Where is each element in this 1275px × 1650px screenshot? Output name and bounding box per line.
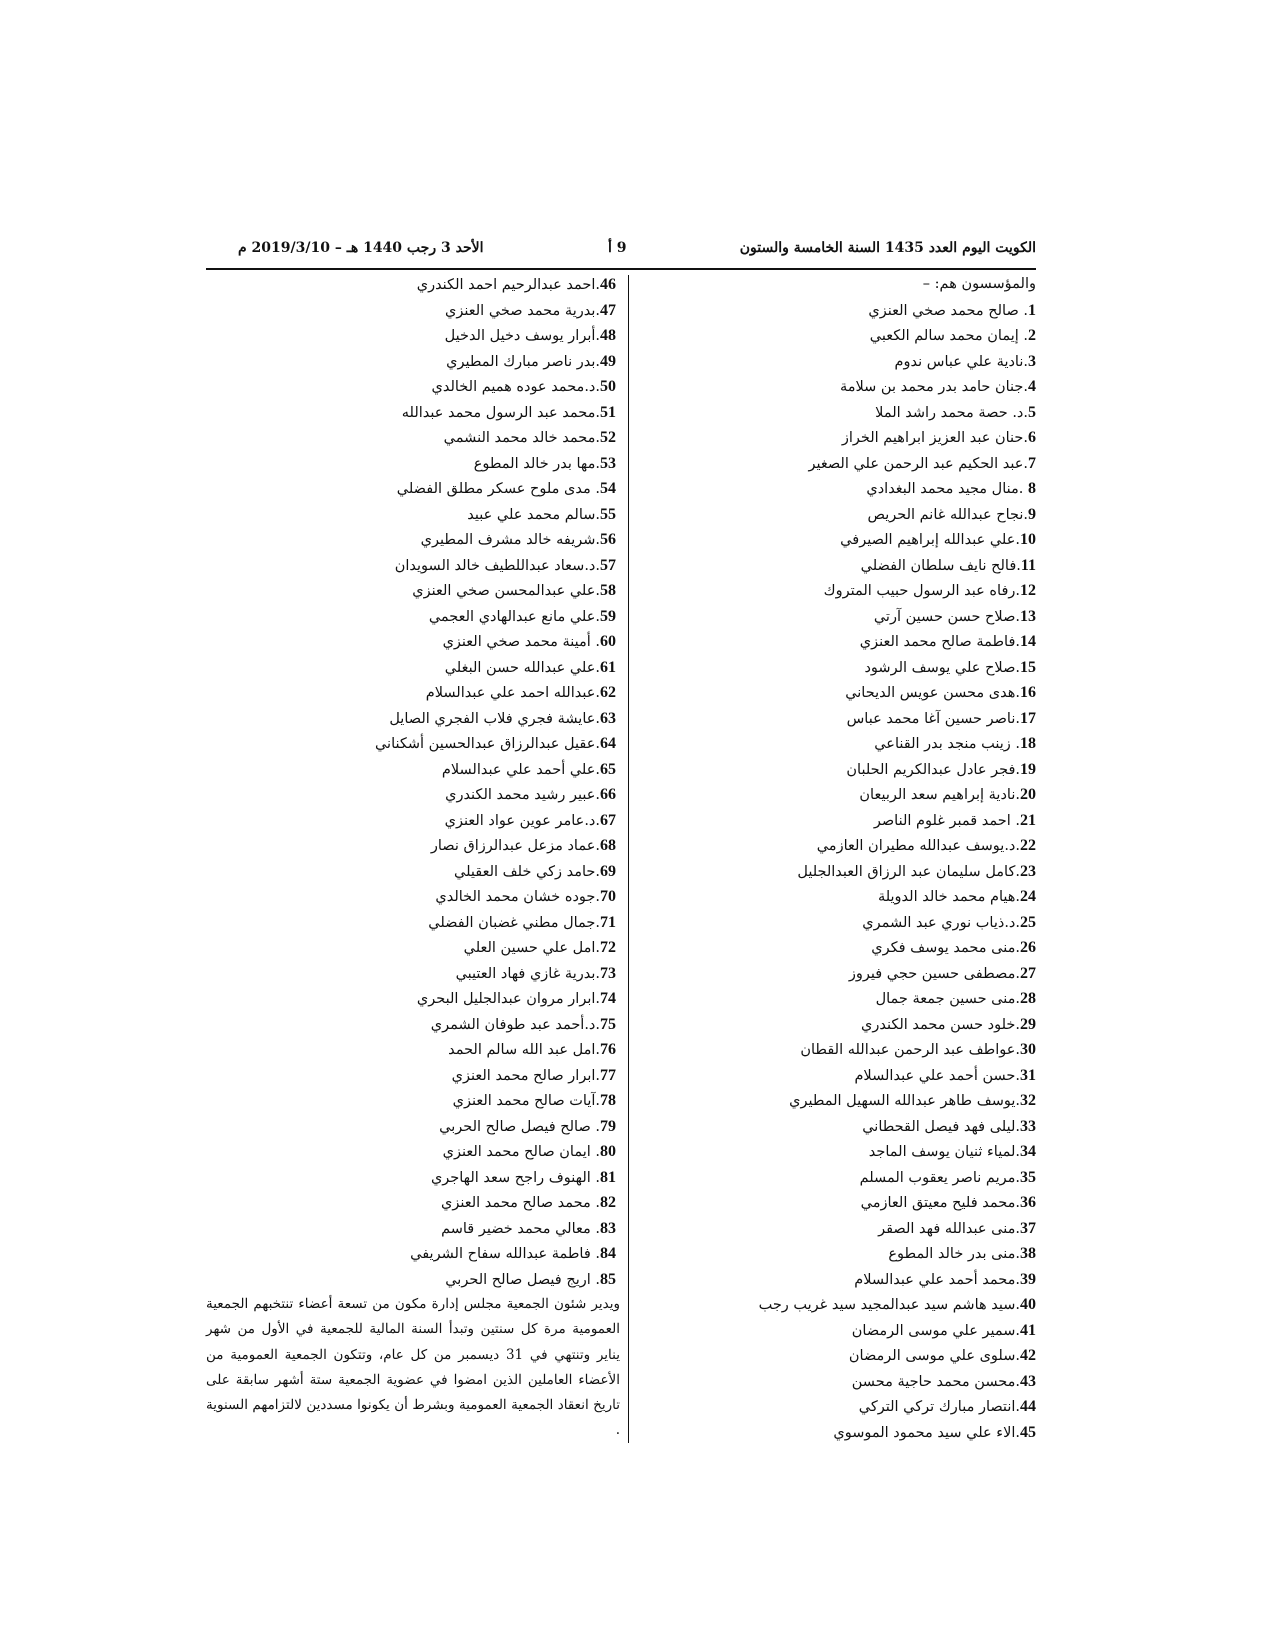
- founder-name: .مها بدر خالد المطوع: [473, 455, 600, 472]
- founder-number: 36: [1020, 1194, 1036, 1211]
- founder-name: .لمياء ثنيان يوسف الماجد: [868, 1144, 1020, 1160]
- founder-item: [206, 1139, 616, 1165]
- founder-item: [206, 731, 616, 757]
- founder-name: .نادية علي عباس ندوم: [894, 353, 1028, 370]
- founder-name: .صلاح علي يوسف الرشود: [864, 659, 1020, 676]
- founder-item: [640, 1063, 1036, 1089]
- founder-number: 31: [1020, 1066, 1036, 1084]
- founder-number: 69: [600, 862, 616, 880]
- founder-item: [206, 1165, 616, 1191]
- founder-number: 66: [600, 786, 616, 803]
- founder-number: 59: [600, 607, 616, 625]
- founder-name: .مصطفى حسين حجي فيروز: [848, 965, 1020, 982]
- founder-item: [206, 1114, 616, 1140]
- founder-number: 41: [1020, 1321, 1036, 1339]
- founder-item: [640, 1318, 1036, 1344]
- founder-number: 67: [600, 811, 616, 829]
- founder-item: [640, 1369, 1036, 1395]
- founder-number: 76: [600, 1041, 616, 1058]
- founder-item: [206, 910, 616, 936]
- founder-name: .د.محمد عوده هميم الخالدي: [431, 379, 600, 395]
- founder-number: 50: [600, 378, 616, 395]
- founder-item: [206, 757, 616, 783]
- founder-name: . فاطمة عبدالله سفاح الشريفي: [410, 1246, 600, 1262]
- founder-number: 71: [600, 913, 616, 931]
- founder-number: 21: [1020, 811, 1036, 829]
- founder-number: 37: [1020, 1219, 1036, 1237]
- founder-name: .محمد خالد محمد النشمي: [443, 430, 600, 446]
- founder-name: .محمد أحمد علي عبدالسلام: [854, 1271, 1020, 1288]
- founder-number: 63: [600, 709, 616, 727]
- founder-number: 57: [600, 556, 616, 574]
- founder-number: 11: [1020, 556, 1036, 574]
- founder-name: .بدرية غازي فهاد العتيبي: [455, 965, 600, 982]
- founder-item: [640, 1241, 1036, 1267]
- founder-name: . مدى ملوح عسكر مطلق الفضلي: [396, 481, 600, 497]
- founder-name: .منى محمد يوسف فكري: [871, 940, 1020, 956]
- founder-name: .شريفه خالد مشرف المطيري: [420, 532, 600, 548]
- founder-number: 54: [600, 480, 616, 497]
- founder-name: .جمال مطني غضبان الفضلي: [428, 914, 600, 931]
- founder-name: .د.سعاد عبداللطيف خالد السويدان: [394, 557, 600, 574]
- founder-item: [640, 1037, 1036, 1063]
- founder-name: .أبرار يوسف دخيل الدخيل: [444, 328, 600, 344]
- founder-name: .سالم محمد علي عبيد: [467, 506, 600, 523]
- founder-name: .علي مانع عبدالهادي العجمي: [428, 608, 600, 625]
- founder-name: .ابرار صالح محمد العنزي: [451, 1067, 600, 1084]
- founder-item: [206, 451, 616, 477]
- founder-item: [640, 1190, 1036, 1216]
- founder-item: [640, 808, 1036, 834]
- founder-item: [640, 629, 1036, 655]
- founder-name: .بدر ناصر مبارك المطيري: [446, 353, 600, 370]
- founder-number: 2: [1028, 327, 1036, 344]
- founder-number: 53: [600, 454, 616, 472]
- founder-number: 15: [1020, 658, 1036, 676]
- founder-item: [206, 323, 616, 349]
- founder-item: [206, 808, 616, 834]
- founder-item: [640, 451, 1036, 477]
- founder-number: 28: [1020, 990, 1036, 1007]
- founder-name: .جوده خشان محمد الخالدي: [435, 889, 600, 905]
- founder-name: .د.أحمد عبد طوفان الشمري: [430, 1016, 600, 1033]
- founder-item: [640, 298, 1036, 324]
- founder-name: . ايمان صالح محمد العنزي: [442, 1144, 600, 1160]
- founder-item: [640, 527, 1036, 553]
- founder-name: .سلوى علي موسى الرمضان: [848, 1348, 1020, 1364]
- founder-number: 38: [1020, 1245, 1036, 1262]
- header-page-number: 9 أ: [608, 240, 627, 256]
- founder-name: .عبد الحكيم عبد الرحمن علي الصغير: [808, 455, 1028, 472]
- founder-item: [640, 553, 1036, 579]
- founder-name: .منى حسين جمعة جمال: [875, 991, 1020, 1007]
- founder-name: .عايشة فجري فلاب الفجري الصايل: [389, 710, 600, 727]
- founder-number: 46: [600, 276, 616, 293]
- founder-number: 26: [1020, 939, 1036, 956]
- founder-item: [640, 476, 1036, 502]
- founder-number: 24: [1020, 888, 1036, 905]
- founder-item: [640, 1292, 1036, 1318]
- founder-item: [206, 1088, 616, 1114]
- founder-item: [640, 578, 1036, 604]
- founder-item: [640, 374, 1036, 400]
- founders-intro: والمؤسسون هم: –: [922, 276, 1036, 292]
- founder-item: [640, 706, 1036, 732]
- founder-name: .د.يوسف عبدالله مطيران العازمي: [816, 838, 1020, 854]
- founder-name: . صالح فيصل صالح الحربي: [439, 1118, 600, 1135]
- founder-number: 29: [1020, 1015, 1036, 1033]
- founder-number: 51: [600, 403, 616, 421]
- founder-name: .الاء علي سيد محمود الموسوي: [833, 1424, 1020, 1441]
- header-date: الأحد 3 رجب 1440 هـ – 2019/3/10 م: [238, 240, 484, 256]
- founder-name: .انتصار مبارك تركي التركي: [858, 1399, 1020, 1415]
- founder-number: 56: [600, 531, 616, 548]
- founder-number: 30: [1020, 1041, 1036, 1058]
- founder-name: . الهنوف راجح سعد الهاجري: [430, 1169, 600, 1186]
- board-paragraph: ويدير شئون الجمعية مجلس إدارة مكون من تسعة أعضاء تنتخبهم الجمعية العمومية مرة كل سنتين وتبدأ السنة المالية للجمعية في الأول من شهر يناير وتنتهي في 31 ديسمبر من كل عام، وتتكون الجمعية العمومية من الأعضاء العاملين الذين امضوا في عضوية الجمعية ستة أشهر سابقة على تاريخ انعقاد الجمعية العمومية وبشرط أن يكونوا مسددين لالتزامهم السنوية .: [206, 1296, 620, 1439]
- founder-name: .احمد عبدالرحيم احمد الكندري: [416, 277, 600, 293]
- founder-item: [206, 553, 616, 579]
- founder-number: 77: [600, 1066, 616, 1084]
- founder-name: .فالح نايف سلطان الفضلي: [860, 557, 1021, 574]
- founder-number: 34: [1020, 1143, 1036, 1160]
- founder-name: .منال مجيد محمد البغدادي: [866, 481, 1028, 497]
- founder-name: .حسن أحمد علي عبدالسلام: [854, 1067, 1020, 1084]
- founder-number: 19: [1020, 760, 1036, 778]
- founder-item: [640, 1012, 1036, 1038]
- founder-number: 62: [600, 684, 616, 701]
- founder-item: [206, 680, 616, 706]
- founder-name: .نادية إبراهيم سعد الربيعان: [859, 787, 1020, 803]
- founder-item: [640, 884, 1036, 910]
- founder-item: [206, 476, 616, 502]
- founder-item: [640, 1216, 1036, 1242]
- founder-item: [206, 1012, 616, 1038]
- founder-number: 23: [1020, 862, 1036, 880]
- founder-item: [206, 298, 616, 324]
- founder-name: . أمينة محمد صخي العنزي: [442, 634, 600, 650]
- founder-name: . اريج فيصل صالح الحربي: [445, 1271, 600, 1288]
- founder-name: .ابرار مروان عبدالجليل البحري: [416, 991, 600, 1007]
- founder-number: 9: [1028, 505, 1036, 523]
- founder-item: [206, 655, 616, 681]
- founder-item: [640, 961, 1036, 987]
- founder-item: [206, 884, 616, 910]
- founder-item: [640, 935, 1036, 961]
- founder-item: [640, 833, 1036, 859]
- founder-name: .منى عبدالله فهد الصقر: [878, 1220, 1020, 1237]
- founder-number: 25: [1020, 913, 1036, 931]
- founder-name: .عواطف عبد الرحمن عبدالله القطان: [800, 1042, 1020, 1058]
- founder-item: [206, 1037, 616, 1063]
- founder-name: . إيمان محمد سالم الكعبي: [869, 328, 1028, 344]
- founder-number: 42: [1020, 1347, 1036, 1364]
- founder-number: 3: [1028, 352, 1036, 370]
- founder-name: .ليلى فهد فيصل القحطاني: [862, 1118, 1020, 1135]
- founder-name: .د. حصة محمد راشد الملا: [875, 404, 1028, 421]
- founder-name: .سمير علي موسى الرمضان: [851, 1322, 1020, 1339]
- founder-name: .ناصر حسين آغا محمد عباس: [846, 710, 1020, 727]
- founder-number: 17: [1020, 709, 1036, 727]
- founder-name: .سيد هاشم سيد عبدالمجيد سيد غريب رجب: [758, 1297, 1020, 1313]
- founder-name: .كامل سليمان عبد الرزاق العبدالجليل: [797, 863, 1020, 880]
- founder-number: 85: [600, 1270, 616, 1288]
- founder-item: [640, 986, 1036, 1012]
- founder-item: [206, 961, 616, 987]
- founder-number: 1: [1028, 301, 1036, 319]
- founder-item: [206, 1190, 616, 1216]
- founder-number: 33: [1020, 1117, 1036, 1135]
- founder-number: 73: [600, 964, 616, 982]
- founder-number: 16: [1020, 684, 1036, 701]
- founder-item: [640, 604, 1036, 630]
- founder-name: .هيام محمد خالد الدويلة: [877, 889, 1020, 905]
- founder-name: .رفاه عبد الرسول حبيب المتروك: [823, 583, 1020, 599]
- founder-name: .حنان عبد العزيز ابراهيم الخراز: [841, 430, 1028, 446]
- founder-number: 20: [1020, 786, 1036, 803]
- founder-name: .صلاح حسن حسين آرتي: [873, 608, 1020, 625]
- founder-name: .بدرية محمد صخي العنزي: [445, 302, 600, 319]
- founder-number: 70: [600, 888, 616, 905]
- founder-item: [206, 1063, 616, 1089]
- founder-item: [640, 425, 1036, 451]
- founder-name: .جنان حامد بدر محمد بن سلامة: [839, 379, 1028, 395]
- founder-number: 60: [600, 633, 616, 650]
- founder-item: [206, 272, 616, 298]
- founder-name: .د.ذياب نوري عبد الشمري: [862, 914, 1020, 931]
- founder-item: [640, 400, 1036, 426]
- founder-number: 5: [1028, 403, 1036, 421]
- founder-name: .هدى محسن عويس الديحاني: [845, 685, 1020, 701]
- founder-item: [206, 374, 616, 400]
- founder-name: .محمد عبد الرسول محمد عبدالله: [401, 404, 600, 421]
- founder-number: 81: [600, 1168, 616, 1186]
- founder-number: 74: [600, 990, 616, 1007]
- header-issue: الكويت اليوم العدد 1435 السنة الخامسة والستون: [739, 240, 1036, 256]
- founder-item: [206, 833, 616, 859]
- column-divider: [628, 275, 629, 1443]
- founder-item: [206, 527, 616, 553]
- founder-name: .عبير رشيد محمد الكندري: [445, 787, 600, 803]
- founder-item: [640, 655, 1036, 681]
- founder-name: .يوسف طاهر عبدالله السهيل المطيري: [789, 1093, 1020, 1109]
- left-column-founders: [206, 272, 616, 1292]
- founder-number: 7: [1028, 454, 1036, 472]
- founder-item: [640, 680, 1036, 706]
- founder-number: 82: [600, 1194, 616, 1211]
- founder-number: 49: [600, 352, 616, 370]
- founder-item: [206, 706, 616, 732]
- founder-number: 8: [1028, 480, 1036, 497]
- founder-number: 58: [600, 582, 616, 599]
- founder-number: 45: [1020, 1423, 1036, 1441]
- founder-name: .علي أحمد علي عبدالسلام: [441, 761, 600, 778]
- founder-number: 47: [600, 301, 616, 319]
- founder-item: [206, 986, 616, 1012]
- founder-item: [640, 1420, 1036, 1446]
- founder-item: [640, 1088, 1036, 1114]
- founder-number: 61: [600, 658, 616, 676]
- founder-number: 27: [1020, 964, 1036, 982]
- founder-name: .محسن محمد حاجية محسن: [851, 1373, 1020, 1390]
- founder-item: [640, 349, 1036, 375]
- founder-name: .خلود حسن محمد الكندري: [861, 1016, 1020, 1033]
- founder-number: 12: [1020, 582, 1036, 599]
- founder-item: [640, 757, 1036, 783]
- founder-number: 32: [1020, 1092, 1036, 1109]
- founder-name: .آيات صالح محمد العنزي: [452, 1093, 600, 1109]
- founder-number: 22: [1020, 837, 1036, 854]
- founder-number: 10: [1020, 531, 1036, 548]
- founder-item: [640, 910, 1036, 936]
- founder-number: 84: [600, 1245, 616, 1262]
- founder-name: .محمد فليح معيتق العازمي: [860, 1195, 1020, 1211]
- founder-name: . احمد قمبر غلوم الناصر: [873, 812, 1020, 829]
- founder-number: 6: [1028, 429, 1036, 446]
- header-rule: [206, 268, 1036, 270]
- founder-number: 72: [600, 939, 616, 956]
- founder-item: [206, 1241, 616, 1267]
- founder-item: [640, 731, 1036, 757]
- founder-name: . معالي محمد خضير قاسم: [441, 1220, 600, 1237]
- founder-item: [206, 502, 616, 528]
- founder-name: .عماد مزعل عبدالرزاق نصار: [430, 838, 600, 854]
- founder-item: [640, 1165, 1036, 1191]
- founder-name: .نجاح عبدالله غانم الحريص: [867, 506, 1028, 523]
- founder-name: . زينب منجد بدر القناعي: [874, 736, 1020, 752]
- founder-number: 78: [600, 1092, 616, 1109]
- founder-number: 44: [1020, 1398, 1036, 1415]
- founder-item: [206, 1267, 616, 1293]
- founder-item: [206, 578, 616, 604]
- founder-name: .فاطمة صالح محمد العنزي: [859, 634, 1020, 650]
- founder-number: 83: [600, 1219, 616, 1237]
- founder-name: .امل علي حسين العلي: [463, 940, 600, 956]
- founder-item: [640, 1394, 1036, 1420]
- founder-item: [640, 782, 1036, 808]
- founder-number: 40: [1020, 1296, 1036, 1313]
- founder-number: 80: [600, 1143, 616, 1160]
- founder-number: 75: [600, 1015, 616, 1033]
- founder-item: [206, 859, 616, 885]
- founder-number: 13: [1020, 607, 1036, 625]
- founder-item: [640, 859, 1036, 885]
- founder-number: 68: [600, 837, 616, 854]
- founder-item: [206, 1216, 616, 1242]
- founder-item: [206, 425, 616, 451]
- founder-name: . صالح محمد صخي العنزي: [868, 302, 1028, 319]
- founder-name: .د.عامر عوين عواد العنزي: [444, 812, 600, 829]
- founder-number: 79: [600, 1117, 616, 1135]
- founder-item: [206, 782, 616, 808]
- founder-number: 18: [1020, 735, 1036, 752]
- founder-name: .فجر عادل عبدالكريم الحلبان: [846, 761, 1020, 778]
- founder-number: 43: [1020, 1372, 1036, 1390]
- founder-item: [640, 502, 1036, 528]
- page-header: [206, 240, 1036, 264]
- founder-number: 48: [600, 327, 616, 344]
- founder-number: 14: [1020, 633, 1036, 650]
- founder-name: .مريم ناصر يعقوب المسلم: [859, 1169, 1020, 1186]
- founder-item: [206, 604, 616, 630]
- founder-item: [640, 1139, 1036, 1165]
- founder-item: [640, 1114, 1036, 1140]
- founder-name: .منى بدر خالد المطوع: [888, 1246, 1020, 1262]
- founder-number: 64: [600, 735, 616, 752]
- founder-name: . محمد صالح محمد العنزي: [441, 1195, 600, 1211]
- founder-item: [206, 629, 616, 655]
- founder-name: .امل عبد الله سالم الحمد: [448, 1042, 600, 1058]
- founder-number: 52: [600, 429, 616, 446]
- founder-item: [206, 400, 616, 426]
- founder-name: .حامد زكي خلف العقيلي: [454, 863, 600, 880]
- founder-item: [206, 349, 616, 375]
- founder-name: .علي عبدالله حسن البغلي: [444, 659, 600, 676]
- founder-number: 55: [600, 505, 616, 523]
- founder-number: 4: [1028, 378, 1036, 395]
- right-column-founders: [640, 272, 1036, 1445]
- founder-item: [640, 1343, 1036, 1369]
- founder-number: 35: [1020, 1168, 1036, 1186]
- founder-name: .علي عبدالله إبراهيم الصيرفي: [840, 532, 1020, 548]
- founder-name: .علي عبدالمحسن صخي العنزي: [412, 583, 600, 599]
- founder-item: [640, 1267, 1036, 1293]
- founder-name: .عقيل عبدالرزاق عبدالحسين أشكناني: [374, 736, 600, 752]
- founder-name: .عبدالله احمد علي عبدالسلام: [425, 685, 600, 701]
- founder-number: 39: [1020, 1270, 1036, 1288]
- founder-item: [640, 323, 1036, 349]
- founder-number: 65: [600, 760, 616, 778]
- founder-item: [206, 935, 616, 961]
